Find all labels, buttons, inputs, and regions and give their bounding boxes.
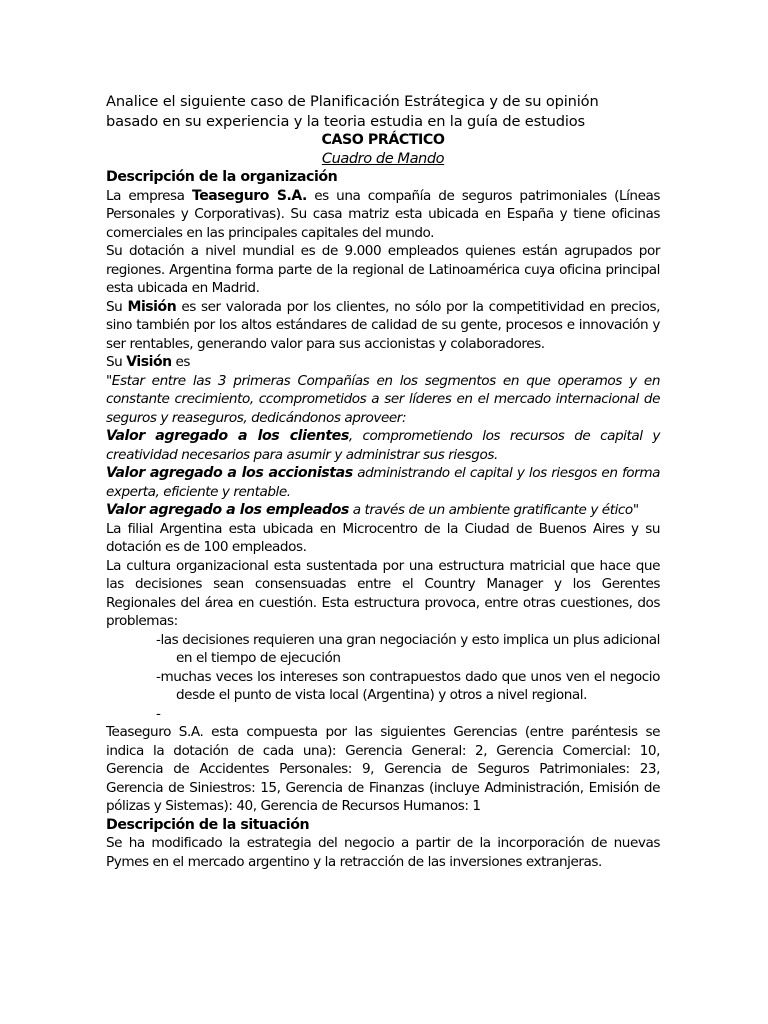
mission-paragraph (106, 298, 660, 354)
mission-post: es ser valorada por los clientes, no sólo por la competitividad en precios, sino también por los altos estándares de calidad de su gente, procesos e innovación y ser rentables, generando valor para sus accionistas y colaboradores. (106, 298, 661, 352)
branch-paragraph: La filial Argentina esta ubicada en Microcentro de la Ciudad de Buenos Aires y su dotación es de 100 empleados. (106, 520, 660, 555)
company-name: Teaseguro S.A. (191, 187, 307, 204)
vision-quote: "Estar entre las 3 primeras Compañías en los segmentos en que operamos y en constante crecimiento, ccomprometidos a ser líderes en el mercado internacional de seguros y reaseguros, dedicándonos aproveer: (106, 372, 660, 426)
vision-post: es (171, 354, 191, 370)
value-clients (106, 427, 660, 464)
value-shareholders (106, 464, 660, 501)
vision-label: Visión (126, 354, 172, 370)
management-paragraph: Teaseguro S.A. esta compuesta por las siguientes Gerencias (entre paréntesis se indica la dotación de cada una): Gerencia General: 2, Gerencia Comercial: 10, Gerencia de Accidentes Personales: 9, Gerencia de Seguros Patrimoniales: 23, Gerencia de Siniestros: 15, Gerencia de Finanzas (incluye Administración, Emisión de pólizas y Sistemas): 40, Gerencia de Recursos Humanos: 1 (106, 724, 660, 814)
intro-text (106, 92, 660, 132)
situation-paragraph: Se ha modificado la estrategia del negocio a partir de la incorporación de nuevas Pymes en el mercado argentino y la retracción de las inversiones extranjeras. (106, 835, 660, 870)
value-shareholders-text: administrando el capital y los riesgos en forma experta, eficiente y rentable. (106, 465, 660, 500)
staff-paragraph: Su dotación a nivel mundial es de 9.000 empleados quienes están agrupados por regiones. Argentina forma parte de la regional de Latinoamérica cuya oficina principal esta ubicada en Madrid. (106, 243, 660, 296)
vision-paragraph (106, 353, 660, 372)
problem-item: - (156, 705, 161, 722)
situation-heading: Descripción de la situación (106, 816, 310, 833)
value-employees-close: " (632, 502, 639, 518)
organization-heading: Descripción de la organización (106, 169, 338, 185)
problem-item: -muchas veces los intereses son contrapuestos dado que unos ven el negocio desde el punto de vista local (Argentina) y otros a nivel regional. (156, 668, 660, 703)
value-employees-text: a través de un ambiente gratificante y ético (348, 502, 633, 518)
case-subtitle: Cuadro de Mando (321, 149, 445, 167)
culture-paragraph: La cultura organizacional esta sustentada por una estructura matricial que hace que las decisiones sean consensuadas entre el Country Manager y los Gerentes Regionales del área en cuestión. Esta estructura provoca, entre otras cuestiones, dos problemas: (106, 557, 660, 629)
mission-label: Misión (127, 298, 177, 315)
intro-line-2: basado en su experiencia y la teoria estudia en la guía de estudios (106, 113, 586, 130)
value-employees-title: Valor agregado a los empleados (106, 502, 349, 518)
value-clients-text: , comprometiendo los recursos de capital y creatividad necesarios para asumir y administrar sus riesgos. (106, 428, 660, 463)
value-shareholders-title: Valor agregado a los accionistas (106, 465, 353, 481)
value-clients-title: Valor agregado a los clientes (106, 428, 349, 444)
company-post: es una compañía de seguros patrimoniales (Líneas Personales y Corporativas). Su casa matriz esta ubicada en España y tiene oficinas comerciales en las principales capitales del mundo. (106, 187, 660, 241)
intro-line-1: Analice el siguiente caso de Planificación Estrátegica y de su opinión (106, 93, 599, 110)
case-title: CASO PRÁCTICO (321, 132, 445, 148)
value-employees (106, 501, 660, 520)
document-body (106, 92, 660, 871)
mission-pre: Su (106, 298, 128, 315)
company-paragraph (106, 187, 660, 243)
problem-item: -las decisiones requieren una gran negociación y esto implica un plus adicional en el tiempo de ejecución (156, 631, 660, 666)
vision-pre: Su (106, 354, 127, 370)
company-pre: La empresa (106, 187, 192, 204)
